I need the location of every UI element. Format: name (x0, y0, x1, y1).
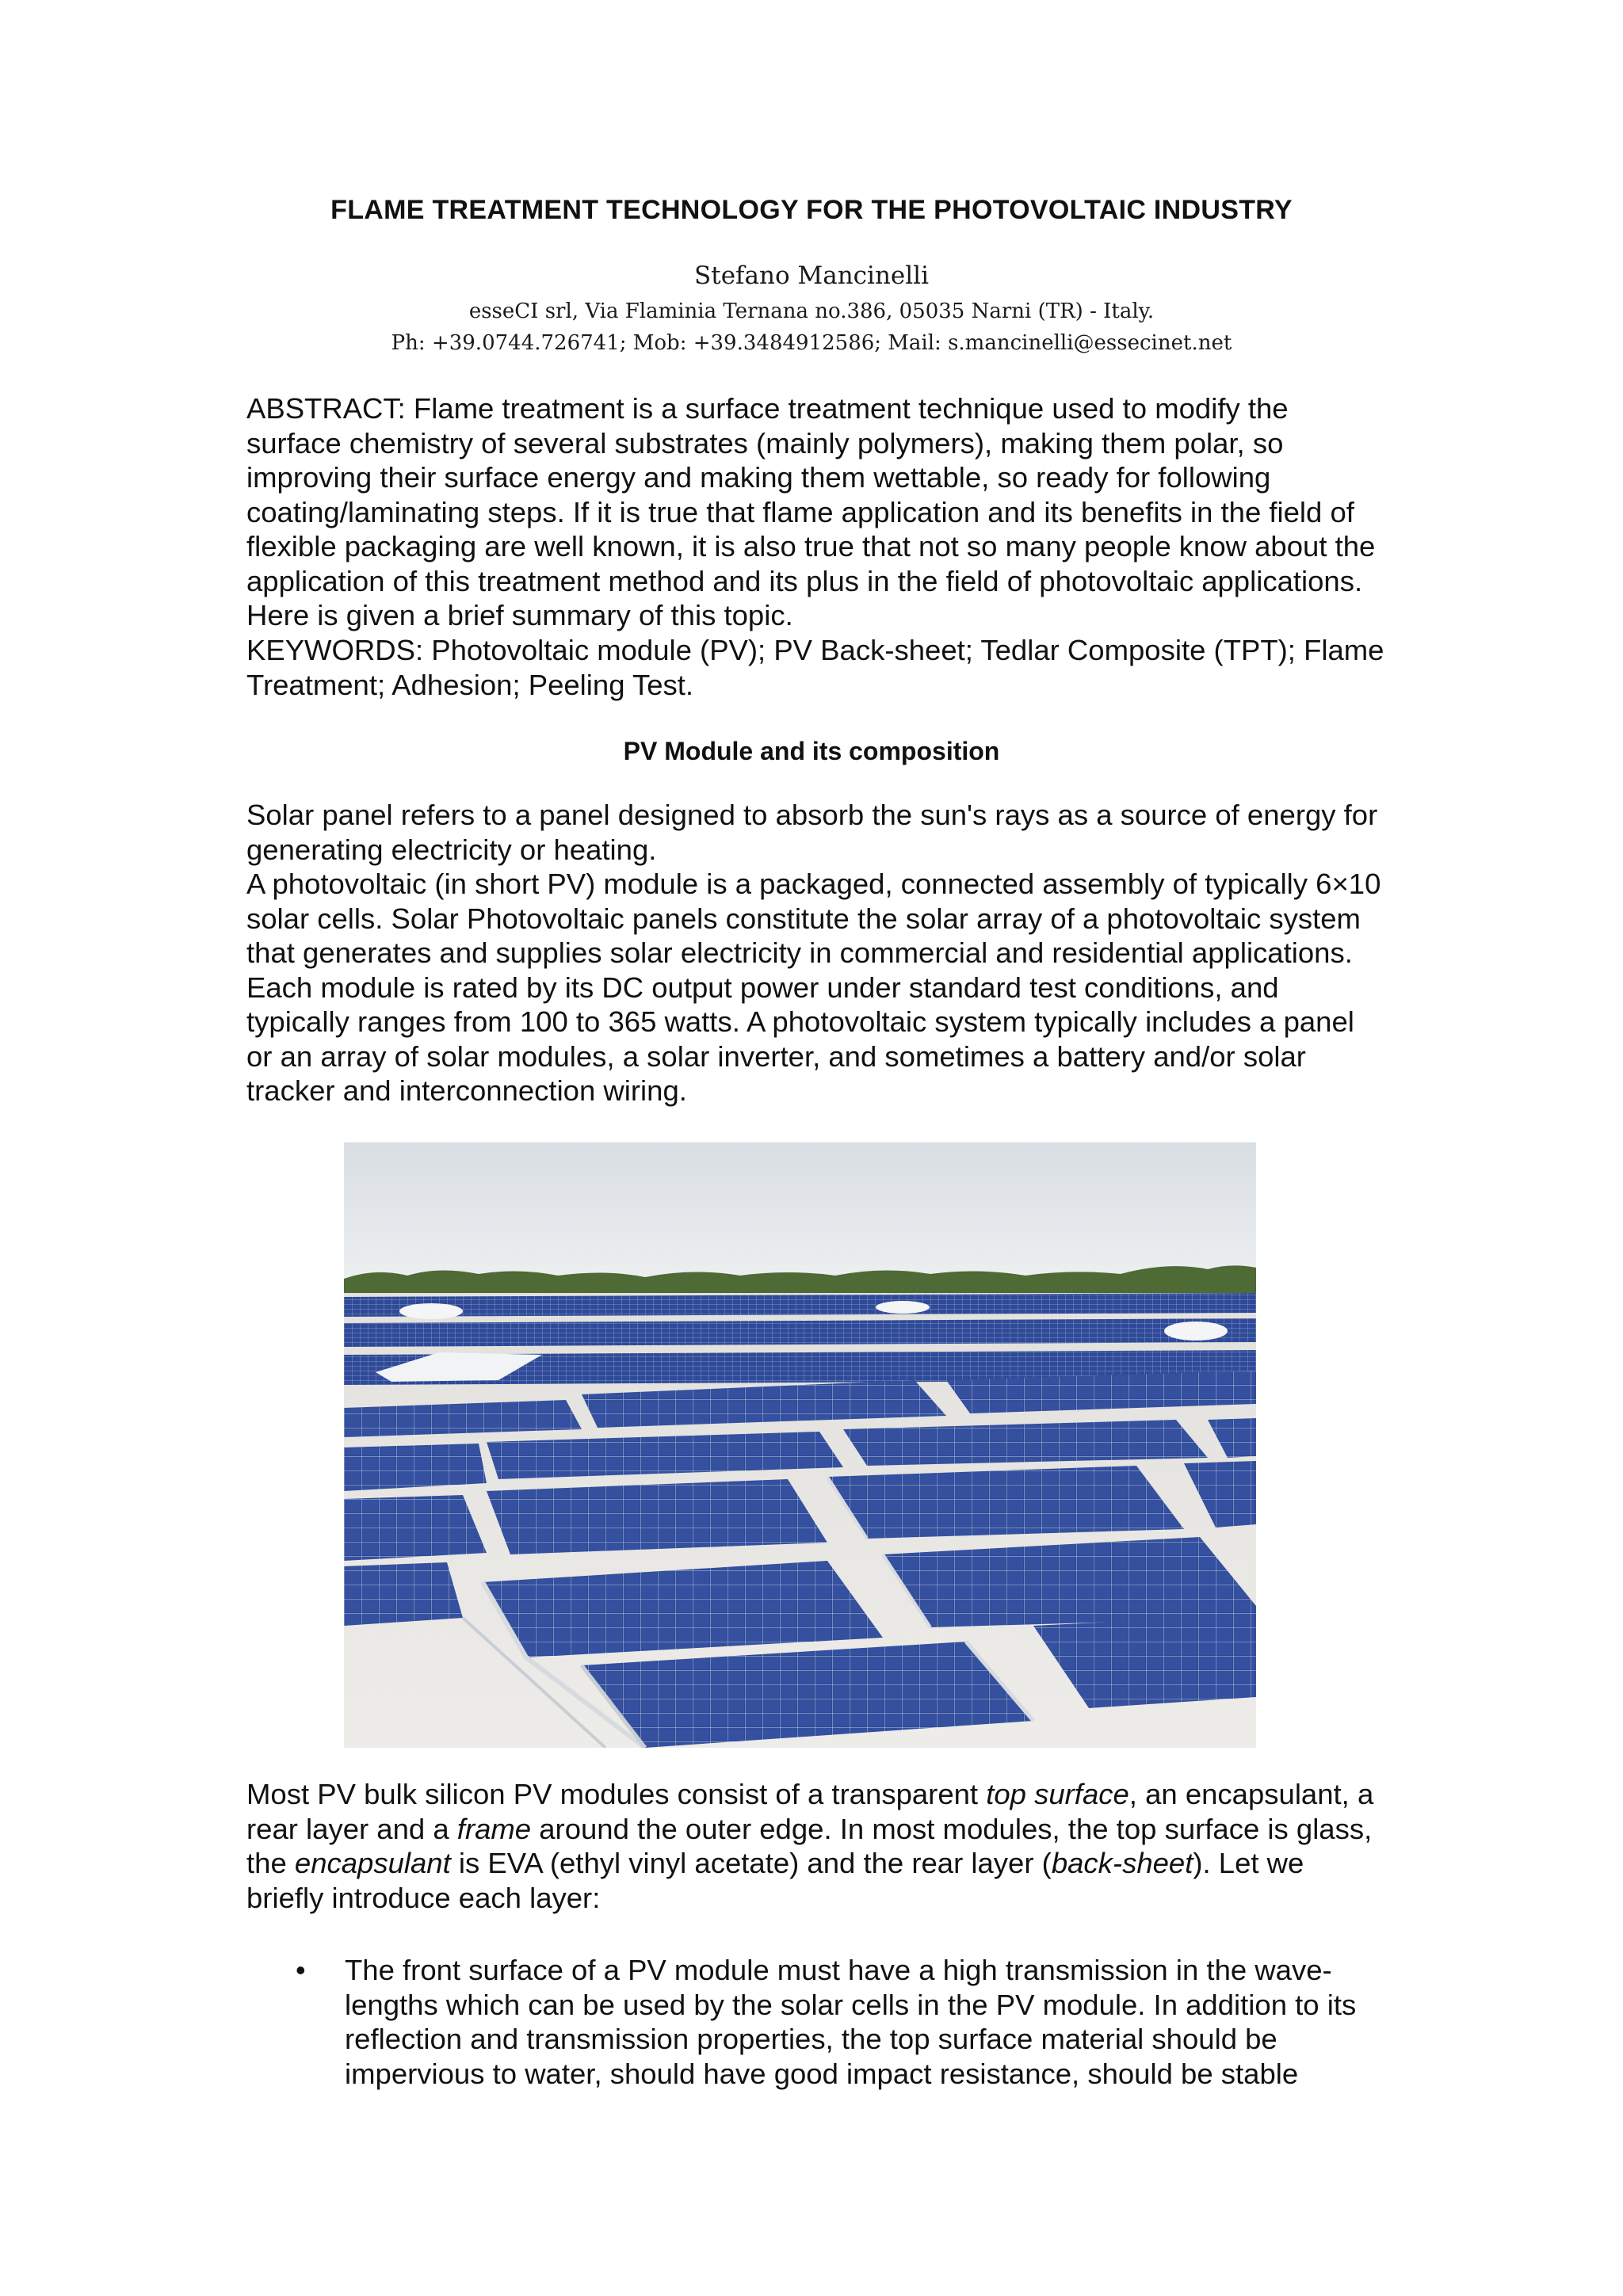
bullet-text: The front surface of a PV module must have a high transmission in the wave-lengths which can be used by the solar cells in the PV module. In addition to its reflection and transmission properties, the top surface material should be impervious to water, should have good impact resistance, should be stable (345, 1954, 1357, 2090)
layers-term-top-surface: top surface (986, 1778, 1129, 1810)
layers-text-3: around the outer edge. In most modules, the top surface is glass, the (246, 1812, 1373, 1879)
layers-text-2: , an encapsulant, a rear layer and a (246, 1778, 1374, 1845)
author-name: Stefano Mancinelli (694, 261, 929, 290)
layers-paragraph (246, 1777, 1388, 1915)
solar-panel-field-photo (344, 1142, 1256, 1748)
section-paragraph-1: Solar panel refers to a panel designed to absorb the sun's rays as a source of energy for generating electricity or heating. (246, 799, 1378, 866)
author-contact: Ph: +39.0744.726741; Mob: +39.3484912586; Mail: s.mancinelli@essecinet.net (391, 331, 1232, 355)
layers-text-5: ). Let we briefly introduce each layer: (246, 1847, 1304, 1914)
section-heading: PV Module and its composition (623, 737, 1000, 765)
layers-term-frame: frame (456, 1812, 532, 1845)
abstract-paragraph: ABSTRACT: Flame treatment is a surface treatment technique used to modify the surface chemistry of several substrates (mainly polymers), making them polar, so improving their surface energy and making them wettable, so ready for following coating/laminating steps. If it is true that flame application and its benefits in the field of flexible packaging are well known, it is also true that not so many people know about the application of this treatment method and its plus in the field of photovoltaic applications. Here is given a brief summary of this topic. (246, 392, 1376, 631)
layers-text-4: is EVA (ethyl vinyl acetate) and the rear layer ( (450, 1847, 1052, 1879)
layers-text-1: Most PV bulk silicon PV modules consist of a transparent (246, 1778, 987, 1810)
paper-title: FLAME TREATMENT TECHNOLOGY FOR THE PHOTOVOLTAIC INDUSTRY (330, 195, 1293, 225)
author-affiliation: esseCI srl, Via Flaminia Ternana no.386, 05035 Narni (TR) - Italy. (468, 299, 1155, 323)
section-paragraph-2: A photovoltaic (in short PV) module is a packaged, connected assembly of typically 6×10 solar cells. Solar Photovoltaic panels constitute the solar array of a photovoltaic system that generates and supplies solar electricity in commercial and residential applications. Each module is rated by its DC output power under standard test conditions, and typically ranges from 100 to 365 watts. A photovoltaic system typically includes a panel or an array of solar modules, a solar inverter, and sometimes a battery and/or solar tracker and interconnection wiring. (246, 868, 1381, 1107)
layers-term-encapsulant: encapsulant (294, 1847, 451, 1879)
keywords-paragraph: KEYWORDS: Photovoltaic module (PV); PV Back-sheet; Tedlar Composite (TPT); Flame Treatment; Adhesion; Peeling Test. (246, 634, 1384, 701)
layers-bullet-list (246, 1953, 1388, 2091)
bullet-icon: • (296, 1954, 306, 1986)
list-item (246, 1953, 1388, 2091)
layers-term-back-sheet: back-sheet (1051, 1847, 1193, 1879)
